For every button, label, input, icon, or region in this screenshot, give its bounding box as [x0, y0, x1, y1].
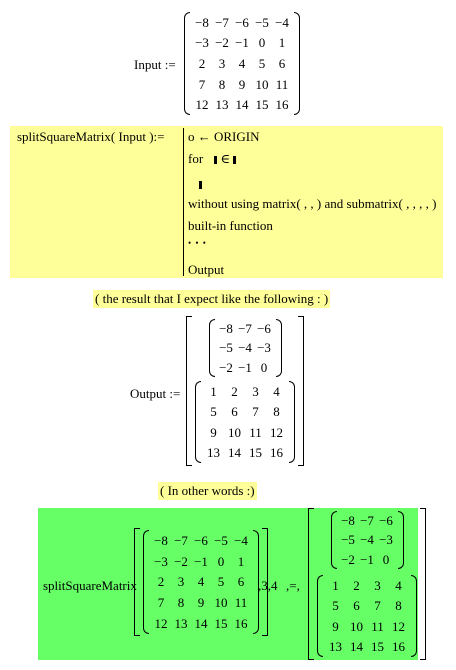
program-line-body[interactable] — [196, 176, 205, 192]
program-header[interactable]: splitSquareMatrix( Input ):= — [17, 129, 165, 144]
matrix-cell: 6 — [231, 404, 238, 420]
matrix-cell: −6 — [257, 321, 271, 337]
matrix-cell: 5 — [217, 574, 225, 590]
example-result-top-grid — [337, 511, 398, 569]
matrix-cell: 6 — [278, 55, 286, 71]
matrix-cell: −8 — [195, 14, 209, 30]
example-assign[interactable]: ,=, — [286, 578, 300, 593]
example-args[interactable]: ,3,4 — [258, 578, 278, 593]
program-line-ellipsis[interactable]: • • • — [188, 238, 207, 248]
matrix-cell: 5 — [258, 55, 266, 71]
matrix-cell: 2 — [353, 577, 360, 593]
input-matrix[interactable] — [184, 12, 300, 115]
matrix-cell: −3 — [379, 532, 393, 548]
matrix-cell: −7 — [174, 532, 188, 548]
output-label: Output := — [130, 386, 181, 401]
matrix-cell: 1 — [210, 383, 217, 399]
matrix-cell: 12 — [195, 97, 209, 113]
matrix-cell: 10 — [214, 595, 228, 611]
placeholder[interactable] — [214, 156, 217, 164]
example-result-bottom-grid — [323, 575, 411, 657]
paren-right — [411, 575, 417, 657]
program-line-for[interactable]: for ∈ — [188, 151, 239, 167]
matrix-cell: 10 — [255, 76, 269, 92]
matrix-cell: 6 — [353, 598, 360, 614]
matrix-cell: 3 — [374, 577, 381, 593]
matrix-cell: 12 — [154, 616, 168, 632]
matrix-cell: −2 — [341, 551, 355, 567]
matrix-cell: −8 — [154, 532, 168, 548]
matrix-cell: 3 — [177, 574, 185, 590]
matrix-cell: 15 — [255, 97, 269, 113]
matrix-cell: 2 — [157, 574, 165, 590]
program-line-4[interactable]: built-in function — [188, 218, 273, 233]
output-bottom-grid — [201, 381, 289, 463]
program-line-6[interactable]: Output — [188, 262, 225, 277]
example-result-column — [314, 508, 420, 660]
matrix-cell: 1 — [278, 35, 286, 51]
matrix-cell: 12 — [270, 424, 283, 440]
paren-right — [294, 12, 300, 115]
matrix-cell: 15 — [214, 616, 228, 632]
placeholder[interactable] — [199, 181, 202, 189]
matrix-cell: 4 — [238, 55, 246, 71]
matrix-cell: 7 — [157, 595, 165, 611]
matrix-cell: −5 — [214, 532, 228, 548]
matrix-cell: 0 — [258, 35, 266, 51]
matrix-cell: 8 — [273, 404, 280, 420]
matrix-cell: 6 — [237, 574, 245, 590]
matrix-cell: 1 — [332, 577, 339, 593]
for-keyword: for — [188, 151, 204, 166]
matrix-cell: 13 — [174, 616, 188, 632]
matrix-cell: 16 — [234, 616, 248, 632]
example-input-matrix[interactable] — [143, 530, 259, 634]
matrix-cell: −4 — [360, 532, 374, 548]
matrix-cell: −3 — [257, 340, 271, 356]
matrix-cell: 14 — [235, 97, 249, 113]
matrix-cell: −5 — [255, 14, 269, 30]
matrix-cell: 8 — [395, 598, 402, 614]
matrix-cell: 7 — [198, 76, 206, 92]
other-words-note[interactable]: ( In other words :) — [160, 483, 255, 498]
paren-right — [276, 319, 282, 377]
matrix-cell: 11 — [234, 595, 248, 611]
matrix-cell: −6 — [194, 532, 208, 548]
input-matrix-grid — [190, 12, 294, 115]
matrix-cell: −8 — [341, 513, 355, 529]
matrix-cell: −1 — [194, 553, 208, 569]
matrix-cell: −2 — [215, 35, 229, 51]
bracket-right — [298, 316, 304, 466]
example-result-matrix[interactable] — [308, 508, 426, 660]
matrix-cell: 11 — [249, 424, 262, 440]
matrix-cell: 3 — [218, 55, 226, 71]
matrix-cell: 7 — [374, 598, 381, 614]
matrix-cell: 14 — [350, 639, 363, 655]
example-result-top[interactable] — [331, 511, 404, 569]
expectation-note[interactable]: ( the result that I expect like the following : ) — [95, 291, 329, 306]
matrix-cell: −5 — [341, 532, 355, 548]
matrix-cell: −7 — [215, 14, 229, 30]
matrix-cell: −1 — [360, 551, 374, 567]
matrix-cell: 1 — [237, 553, 245, 569]
output-column — [192, 316, 298, 466]
matrix-cell: −1 — [238, 359, 252, 375]
matrix-cell: 3 — [252, 383, 259, 399]
matrix-cell: −7 — [360, 513, 374, 529]
matrix-cell: 16 — [270, 445, 283, 461]
matrix-cell: 14 — [194, 616, 208, 632]
matrix-cell: −1 — [235, 35, 249, 51]
matrix-cell: 2 — [231, 383, 238, 399]
matrix-cell: −7 — [238, 321, 252, 337]
matrix-cell: −6 — [379, 513, 393, 529]
paren-right — [289, 381, 295, 463]
matrix-cell: 7 — [252, 404, 259, 420]
example-result-bottom[interactable] — [317, 575, 417, 657]
matrix-cell: 16 — [392, 639, 405, 655]
input-label: Input := — [134, 57, 176, 72]
matrix-cell: −4 — [238, 340, 252, 356]
placeholder[interactable] — [233, 156, 236, 164]
matrix-cell: 10 — [350, 618, 363, 634]
matrix-cell: −4 — [234, 532, 248, 548]
matrix-cell: 11 — [275, 76, 289, 92]
matrix-cell: 13 — [215, 97, 229, 113]
bracket-right — [420, 508, 426, 660]
matrix-cell: 4 — [395, 577, 402, 593]
matrix-cell: 15 — [249, 445, 262, 461]
matrix-cell: −8 — [219, 321, 233, 337]
program-line-1[interactable]: o ← ORIGIN — [188, 129, 260, 144]
example-func-name[interactable]: splitSquareMatrix — [43, 578, 137, 593]
program-line-3[interactable]: without using matrix( , , ) and submatrix( , , , , ) — [188, 196, 437, 211]
matrix-cell: 10 — [228, 424, 241, 440]
matrix-cell: −5 — [219, 340, 233, 356]
matrix-cell: 4 — [273, 383, 280, 399]
matrix-cell: 9 — [332, 618, 339, 634]
matrix-cell: 11 — [371, 618, 384, 634]
matrix-cell: 9 — [197, 595, 205, 611]
output-top-matrix[interactable] — [209, 319, 282, 377]
matrix-cell: 8 — [218, 76, 226, 92]
matrix-cell: −4 — [275, 14, 289, 30]
matrix-cell: −3 — [154, 553, 168, 569]
matrix-cell: −3 — [195, 35, 209, 51]
paren-right — [398, 511, 404, 569]
matrix-cell: 9 — [210, 424, 217, 440]
matrix-cell: −2 — [174, 553, 188, 569]
matrix-cell: 0 — [260, 359, 268, 375]
matrix-cell: 5 — [332, 598, 339, 614]
matrix-cell: 9 — [238, 76, 246, 92]
matrix-cell: 13 — [329, 639, 342, 655]
matrix-cell: 0 — [382, 551, 390, 567]
matrix-cell: 14 — [228, 445, 241, 461]
matrix-cell: 8 — [177, 595, 185, 611]
output-bottom-matrix[interactable] — [195, 381, 295, 463]
example-input-grid — [149, 530, 253, 634]
matrix-cell: 4 — [197, 574, 205, 590]
matrix-cell: 0 — [217, 553, 225, 569]
matrix-cell: 13 — [207, 445, 220, 461]
matrix-cell: 16 — [275, 97, 289, 113]
matrix-cell: −6 — [235, 14, 249, 30]
matrix-cell: −2 — [219, 359, 233, 375]
matrix-cell: 12 — [392, 618, 405, 634]
output-top-grid — [215, 319, 276, 377]
example-arg-column — [140, 528, 262, 636]
matrix-cell: 5 — [210, 404, 217, 420]
output-nested-matrix[interactable] — [186, 316, 304, 466]
matrix-cell: 2 — [198, 55, 206, 71]
program-bar — [183, 128, 184, 276]
example-arg-bracket[interactable] — [134, 528, 268, 636]
matrix-cell: 15 — [371, 639, 384, 655]
